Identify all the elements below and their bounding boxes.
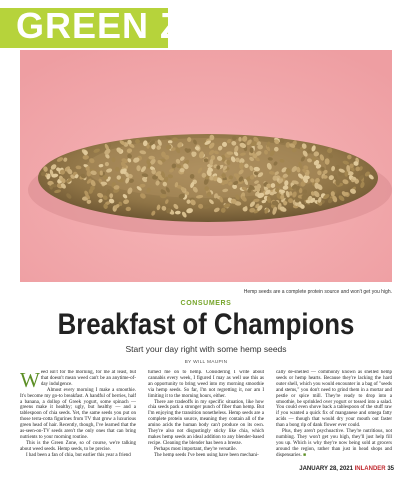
- article-body: [20, 370, 392, 460]
- hemp-seed: [51, 184, 57, 187]
- section-label: CONSUMERS: [180, 300, 232, 307]
- hemp-seed-pile-illustration: [20, 50, 392, 282]
- end-mark: ■: [302, 452, 306, 458]
- issue-date: JANUARY 28, 2021: [299, 466, 353, 472]
- headline: Breakfast of Champions: [57, 308, 355, 341]
- paragraph: This is the Green Zone, so of course, we're talking about weed seeds. Hemp seeds, to be precise.: [20, 440, 136, 452]
- hemp-seed: [238, 137, 241, 142]
- paragraph: Plus, they aren't psychoactive. They're nutritious, not numbing. They won't get you high, they'll just help fill you up. Which is why they're now being sold at grocers around the region, rather than just in head shops and dispensaries. ■: [276, 429, 392, 458]
- byline: BY WILL MAUPIN: [184, 360, 228, 365]
- photo-caption: Hemp seeds are a complete protein source and won't get you high.: [243, 289, 392, 295]
- subheadline: Start your day right with some hemp seeds: [125, 344, 287, 354]
- paragraph: turned me on to hemp. Considering I write about cannabis every week, I figured I may as well use this as an opportunity to bring weed into my morning smoothie via hemp seeds. So far, I'm not regretting it, nor am I limiting it to the morning hours, either.: [148, 370, 264, 399]
- hemp-seed: [331, 191, 335, 196]
- section-banner: [0, 0, 412, 50]
- paragraph: Weed isn't for the morning, for me at least, but that doesn't mean weed can't be an anytime-of-day indulgence.: [20, 370, 136, 392]
- article-column-2: [148, 370, 264, 460]
- hemp-seed: [187, 137, 191, 142]
- banner-title: GREEN ZONE: [16, 5, 265, 46]
- paragraph: There are tradeoffs in my specific situation, like how chia seeds pack a stronger punch of fiber than hemp. But I'm enjoying the transition nonetheless. Hemp seeds are a complete protein source, meaning they contain all of the amino acids the human body can't produce on its own. They're also not disgustingly sticky like chia, which makes hemp seeds an ideal addition to any blender-based recipe. Cleaning the blender has been a breeze.: [148, 399, 264, 446]
- article-column-3: [276, 370, 392, 460]
- paragraph: I had been a fan of chia, but earlier this year a friend: [26, 452, 131, 458]
- publication-name: INLANDER: [354, 466, 386, 472]
- page-folio: [299, 466, 394, 472]
- paragraph: Almost every morning I make a smoothie. It's become my go-to breakfast. A handful of berries, half a banana, a dollop of Greek yogurt, some spinach — greens make it healthy; ugly, but healthy — and a tablespoon of chia seeds. Yet, the same seeds you put on those terra-cotta figurines from TV that grow a luxurious green head of hair. Recently, though, I've learned that the as-seen-on-TV seeds aren't the only ones that can bring nutrients to your morning routine.: [20, 387, 136, 440]
- paragraph: Perhaps most important, they're versatile.: [154, 446, 237, 452]
- article-column-1: [20, 370, 136, 460]
- paragraph: The hemp seeds I've been using have been mechani-: [154, 452, 259, 458]
- hemp-seeds-photo: [20, 50, 392, 282]
- paragraph: cally de-shelled — commonly known as shelled hemp seeds or hemp hearts. Because they're lacking the hard outer shell, which you would encounter in a bag of "seeds and stems," you don't need to grind them in a mortar and pestle or spice mill. They're ready to drop into a smoothie, be sprinkled over yogurt or tossed into a salad. You could even shove back a tablespoon of the stuff raw if you wanted a quick fix of manganese and omega fatty acids — though that would dry your mouth out faster than a bong rip of dank flower ever could.: [276, 370, 392, 429]
- hemp-seed: [151, 169, 156, 174]
- drop-cap: W: [20, 370, 40, 392]
- page-number: 35: [387, 466, 394, 472]
